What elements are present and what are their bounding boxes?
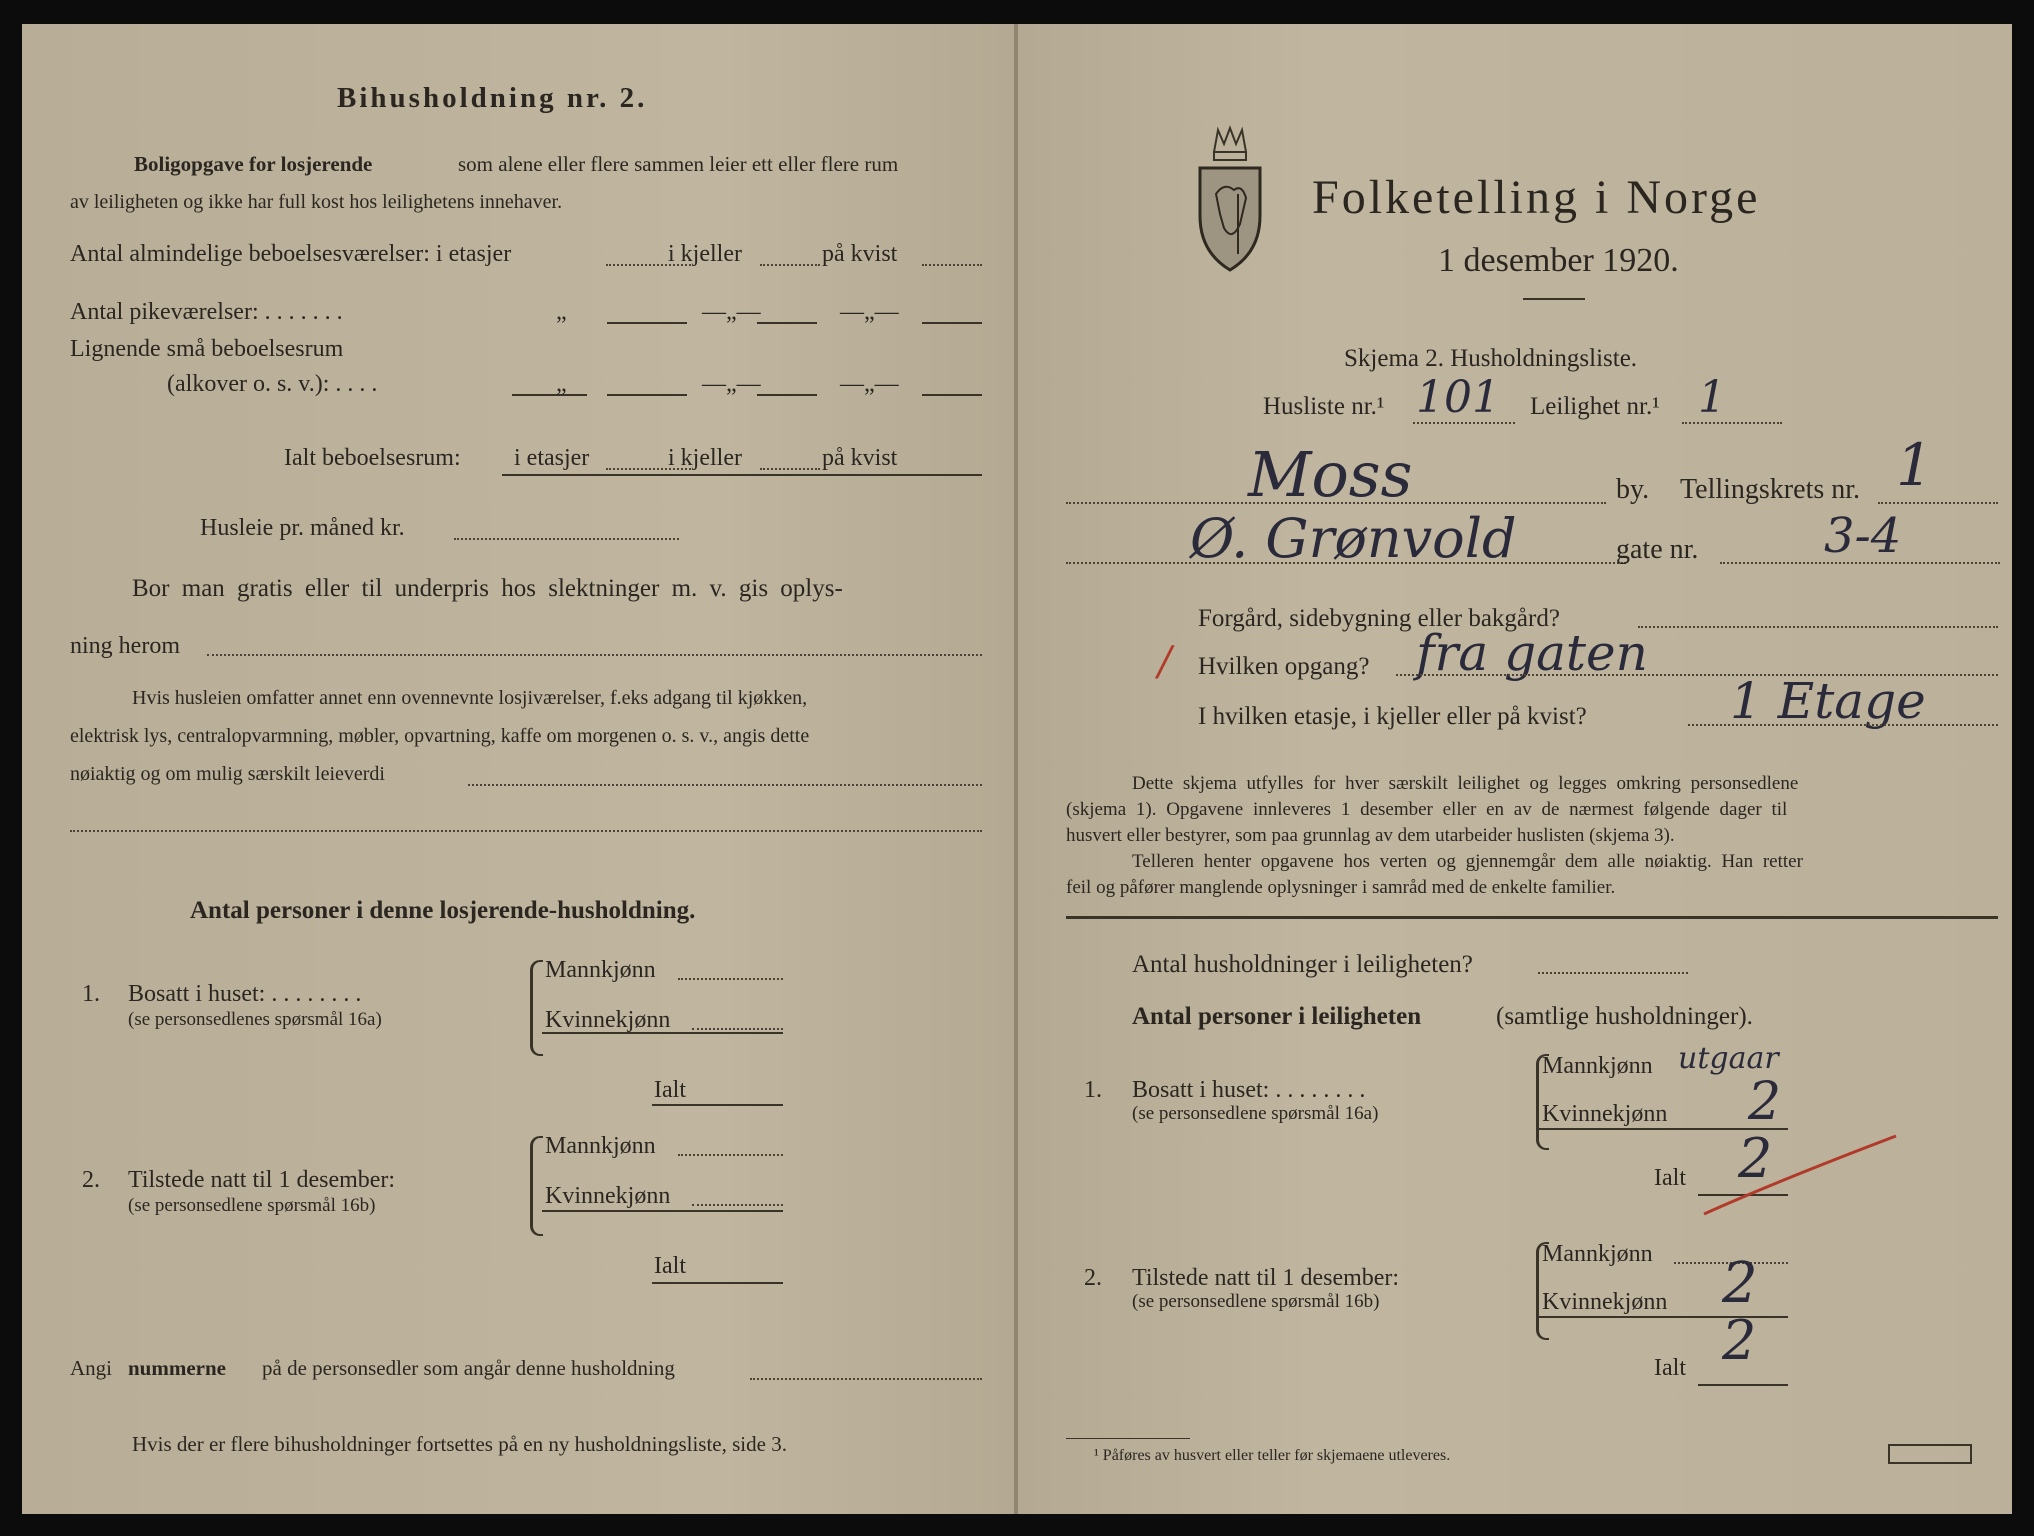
street-field[interactable] xyxy=(1066,562,1626,564)
street-value: Ø. Grønvold xyxy=(1190,507,1517,570)
r-q2-kvinne-label: Kvinnekjønn xyxy=(1542,1289,1668,1315)
q2-mann-field[interactable] xyxy=(678,1154,783,1156)
ialt-rooms-label: Ialt beboelsesrum: xyxy=(284,445,461,471)
angi-field[interactable] xyxy=(750,1378,982,1380)
r-q2-sub: (se personsedlene spørsmål 16b) xyxy=(1132,1291,1380,1312)
r-q2-ialt-label: Ialt xyxy=(1654,1355,1686,1381)
lignende-pre-line xyxy=(512,394,587,396)
q1-num: 1. xyxy=(82,981,100,1007)
antal-husholdninger-label: Antal husholdninger i leiligheten? xyxy=(1132,951,1473,978)
q2-kvinne-field[interactable] xyxy=(692,1204,783,1206)
rooms-label: Antal almindelige beboelsesværelser: i etasjer xyxy=(70,241,512,267)
info-line-3: husvert eller bestyrer, som paa grunnlag av dem utarbeider huslisten (skjema 3). xyxy=(1066,825,1675,846)
right-page-husholdningsliste xyxy=(1018,24,2012,1514)
leilighet-label: Leilighet nr.¹ xyxy=(1530,393,1660,420)
antal-husholdninger-field[interactable] xyxy=(1538,972,1688,974)
footnote: ¹ Påføres av husvert eller teller før skjemaene utleveres. xyxy=(1094,1447,1451,1464)
gate-field[interactable] xyxy=(1720,562,2000,564)
r-q1-num: 1. xyxy=(1084,1077,1102,1103)
etasje-label: I hvilken etasje, i kjeller eller på kvist? xyxy=(1198,703,1587,730)
rooms-kjeller-label: i kjeller xyxy=(668,241,742,267)
intro-bold: Boligopgave for losjerende xyxy=(134,152,373,176)
pike-kvist-field[interactable] xyxy=(922,322,982,324)
q2-brace xyxy=(530,1136,543,1236)
pike-etasjer-field[interactable] xyxy=(607,322,687,324)
pike-kjeller-field[interactable] xyxy=(757,322,817,324)
rooms-kjeller-field[interactable] xyxy=(760,264,820,266)
r-q1-kvinne-value: 2 xyxy=(1748,1072,1782,1132)
lignende-ditto: „ xyxy=(556,371,567,397)
q2-ialt-label: Ialt xyxy=(654,1253,686,1279)
q2-num: 2. xyxy=(82,1167,100,1193)
r-q1-kvinne-label: Kvinnekjønn xyxy=(1542,1101,1668,1127)
q2-kvinne-label: Kvinnekjønn xyxy=(545,1183,671,1209)
page-title: Bihusholdning nr. 2. xyxy=(337,82,648,114)
r-q2-ialt-value: 2 xyxy=(1722,1309,1757,1372)
norway-coat-of-arms-icon xyxy=(1190,124,1270,274)
opgang-value: fra gaten xyxy=(1416,624,1648,682)
leieverdi-field[interactable] xyxy=(468,784,982,786)
printer-stamp-icon xyxy=(1888,1444,1972,1464)
info-line-2: (skjema 1). Opgavene innleveres 1 desember eller en av de nærmest følgende dager til xyxy=(1066,799,1788,820)
leilighet-field[interactable] xyxy=(1682,422,1782,424)
pike-dash-1: —„— xyxy=(702,299,761,325)
hvis-line-1: Hvis husleien omfatter annet enn ovennevnte losjiværelser, f.eks adgang til kjøkken, xyxy=(132,687,808,709)
lignende-kjeller-field[interactable] xyxy=(757,394,817,396)
r-q2-mann-label: Mannkjønn xyxy=(1542,1241,1653,1267)
q1-mann-label: Mannkjønn xyxy=(545,957,656,983)
lignende-dash-2: —„— xyxy=(840,371,899,397)
ialt-kjeller-label: i kjeller xyxy=(668,445,742,471)
lignende-kvist-field[interactable] xyxy=(922,394,982,396)
r-q2-kvinne-value: 2 xyxy=(1722,1251,1758,1316)
tellingskrets-field[interactable] xyxy=(1878,502,1998,504)
antal-personer-heading: Antal personer i denne losjerende-husholdning. xyxy=(190,897,696,924)
etasje-value: 1 Etage xyxy=(1730,672,1926,730)
intro-line2: av leiligheten og ikke har full kost hos leilighetens innehaver. xyxy=(70,191,563,213)
intro-rest: som alene eller flere sammen leier ett eller flere rum xyxy=(458,152,899,176)
q1-sub: (se personsedlenes spørsmål 16a) xyxy=(128,1009,382,1030)
antal-personer-bold: Antal personer i leiligheten xyxy=(1132,1003,1422,1030)
by-label: by. xyxy=(1616,474,1650,505)
tellingskrets-label: Tellingskrets nr. xyxy=(1680,474,1861,505)
left-footer: Hvis der er flere bihusholdninger fortsettes på en ny husholdningsliste, side 3. xyxy=(132,1432,787,1456)
angi-bold: nummerne xyxy=(128,1356,226,1380)
tellingskrets-value: 1 xyxy=(1896,431,1933,499)
q1-brace xyxy=(530,960,543,1056)
gate-label: gate nr. xyxy=(1616,534,1699,565)
r-q1-mann-label: Mannkjønn xyxy=(1542,1053,1653,1079)
ialt-kjeller-field[interactable] xyxy=(760,468,820,470)
r-q2-label: Tilstede natt til 1 desember: xyxy=(1132,1265,1400,1291)
gate-value: 3-4 xyxy=(1824,508,1902,564)
r-q2-num: 2. xyxy=(1084,1265,1102,1291)
ialt-underline xyxy=(502,474,982,476)
husliste-field[interactable] xyxy=(1413,422,1515,424)
husliste-label: Husliste nr.¹ xyxy=(1263,393,1385,420)
lignende-etasjer-field[interactable] xyxy=(607,394,687,396)
q1-kvinne-underline xyxy=(542,1032,783,1034)
red-check-mark: / xyxy=(1158,639,1172,685)
herom-field[interactable] xyxy=(207,654,982,656)
city-field[interactable] xyxy=(1066,502,1606,504)
lignende-label-2: (alkover o. s. v.): . . . . xyxy=(167,371,378,397)
r-q1-ialt-label: Ialt xyxy=(1654,1165,1686,1191)
q2-ialt-field[interactable] xyxy=(652,1282,783,1284)
q1-kvinne-label: Kvinnekjønn xyxy=(545,1007,671,1033)
lignende-dash-1: —„— xyxy=(702,371,761,397)
info-line-1: Dette skjema utfylles for hver særskilt leilighet og legges omkring personsedlene xyxy=(1132,773,1799,794)
pike-label: Antal pikeværelser: . . . . . . . xyxy=(70,299,343,325)
section-rule xyxy=(1066,916,1998,919)
pike-dash-2: —„— xyxy=(840,299,899,325)
forgard-field[interactable] xyxy=(1638,626,1998,628)
r-q2-ialt-field[interactable] xyxy=(1698,1384,1788,1386)
census-date: 1 desember 1920. xyxy=(1438,242,1679,279)
husleie-field[interactable] xyxy=(454,538,679,540)
r-q1-mann-value: utgaar xyxy=(1678,1041,1779,1076)
husleie-label: Husleie pr. måned kr. xyxy=(200,515,405,541)
q2-label: Tilstede natt til 1 desember: xyxy=(128,1167,396,1193)
ialt-etasjer-label: i etasjer xyxy=(514,445,590,471)
center-fold xyxy=(1014,24,1018,1514)
footnote-rule xyxy=(1066,1438,1190,1439)
bor-man-text: Bor man gratis eller til underpris hos slektninger m. v. gis oplys- xyxy=(132,575,843,602)
red-strike-mark xyxy=(1700,1127,1900,1220)
census-title: Folketelling i Norge xyxy=(1312,171,1761,224)
r-q1-label: Bosatt i huset: . . . . . . . . xyxy=(1132,1077,1366,1103)
pike-ditto: „ xyxy=(556,299,567,325)
ialt-kvist-label: på kvist xyxy=(822,445,898,471)
q1-kvinne-field[interactable] xyxy=(692,1028,783,1030)
city-value: Moss xyxy=(1248,438,1413,511)
forgard-label: Forgård, sidebygning eller bakgård? xyxy=(1198,605,1560,632)
r-q1-sub: (se personsedlene spørsmål 16a) xyxy=(1132,1103,1379,1124)
rooms-kvist-label: på kvist xyxy=(822,241,898,267)
info-line-5: feil og påfører manglende oplysninger i samråd med de enkelte familier. xyxy=(1066,877,1616,898)
angi-label: Angi xyxy=(70,1356,112,1380)
antal-personer-rest: (samtlige husholdninger). xyxy=(1496,1003,1753,1030)
q2-mann-label: Mannkjønn xyxy=(545,1133,656,1159)
hvis-line-2: elektrisk lys, centralopvarmning, møbler, opvartning, kaffe om morgenen o. s. v., angis dette xyxy=(70,725,810,747)
opgang-label: Hvilken opgang? xyxy=(1198,653,1370,680)
q1-ialt-field[interactable] xyxy=(652,1104,783,1106)
leieverdi-field-2[interactable] xyxy=(70,830,982,832)
r-q1-ialt-value: 2 xyxy=(1738,1127,1773,1190)
ning-herom-label: ning herom xyxy=(70,633,180,659)
leilighet-value: 1 xyxy=(1698,372,1726,423)
q2-sub: (se personsedlene spørsmål 16b) xyxy=(128,1195,376,1216)
q1-label: Bosatt i huset: . . . . . . . . xyxy=(128,981,362,1007)
angi-rest: på de personsedler som angår denne husholdning xyxy=(262,1356,675,1380)
left-page-bihusholdning xyxy=(22,24,1014,1514)
hvis-line-3: nøiaktig og om mulig særskilt leieverdi xyxy=(70,763,385,785)
info-line-4: Telleren henter opgavene hos verten og gjennemgår dem alle nøiaktig. Han retter xyxy=(1132,851,1803,872)
q1-ialt-label: Ialt xyxy=(654,1077,686,1103)
skjema-label: Skjema 2. Husholdningsliste. xyxy=(1344,345,1638,372)
etasje-field[interactable] xyxy=(1688,724,1998,726)
rooms-kvist-field[interactable] xyxy=(922,264,982,266)
husliste-value: 101 xyxy=(1416,372,1500,423)
lignende-label-1: Lignende små beboelsesrum xyxy=(70,336,344,362)
q2-kvinne-underline xyxy=(542,1210,783,1212)
title-rule xyxy=(1523,298,1585,300)
q1-mann-field[interactable] xyxy=(678,978,783,980)
